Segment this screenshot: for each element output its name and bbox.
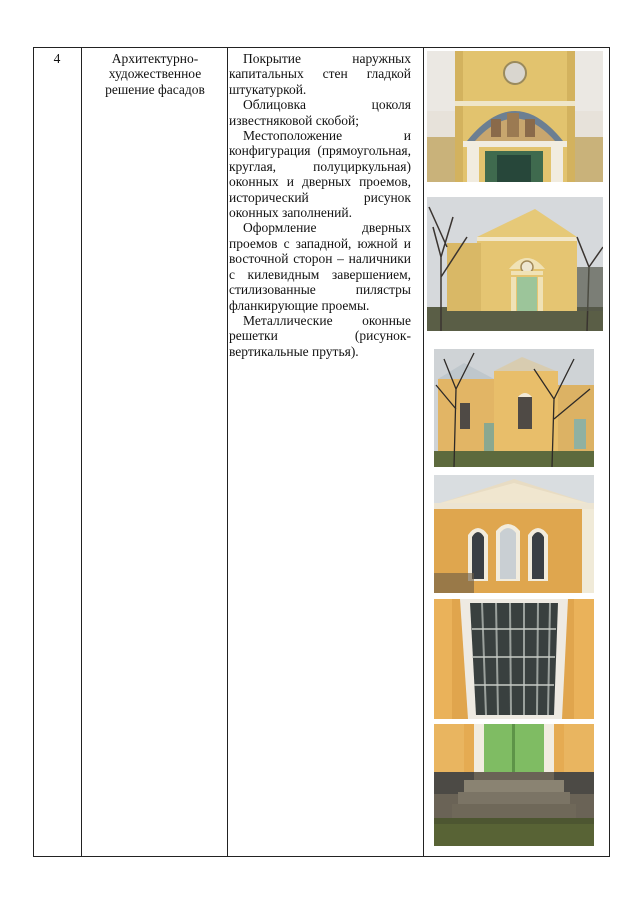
- table-right-border: [609, 47, 610, 857]
- green-door-with-stone-steps-photo: [434, 724, 594, 846]
- church-building-corner-view-photo: [434, 349, 594, 467]
- church-side-facade-with-trees-photo: [427, 197, 603, 331]
- description-paragraph-5: Металлические оконные решетки (рисунок-вертикальные прутья).: [229, 312, 411, 359]
- table-bottom-border: [33, 856, 610, 857]
- window-metal-grille-photo: [434, 599, 594, 719]
- description-paragraph-1: Покрытие наружных капитальных стен гладкой штукатуркой.: [229, 51, 411, 97]
- church-tower-entrance-photo: [427, 51, 603, 182]
- row-description: [229, 51, 411, 359]
- column-divider-1: [81, 47, 82, 857]
- row-name: Архитектурно-художественное решение фасадов: [105, 51, 205, 97]
- description-paragraph-4: Оформление дверных проемов с западной, южной и восточной сторон – наличники с килевидным завершением, стилизованные пилястры фланкирующие проемы.: [229, 220, 411, 313]
- row-number: 4: [53, 51, 61, 66]
- pediment-with-three-windows-photo: [434, 475, 594, 593]
- description-paragraph-3: Местоположение и конфигурация (прямоугольная, круглая, полуциркульная) оконных и дверных проемов, исторический рисунок оконных заполнений.: [229, 128, 411, 221]
- table-top-border: [33, 47, 610, 48]
- table-left-border: [33, 47, 34, 857]
- column-divider-2: [227, 47, 228, 857]
- description-paragraph-2: Облицовка цоколя известняковой скобой;: [229, 97, 411, 128]
- column-divider-3: [423, 47, 424, 857]
